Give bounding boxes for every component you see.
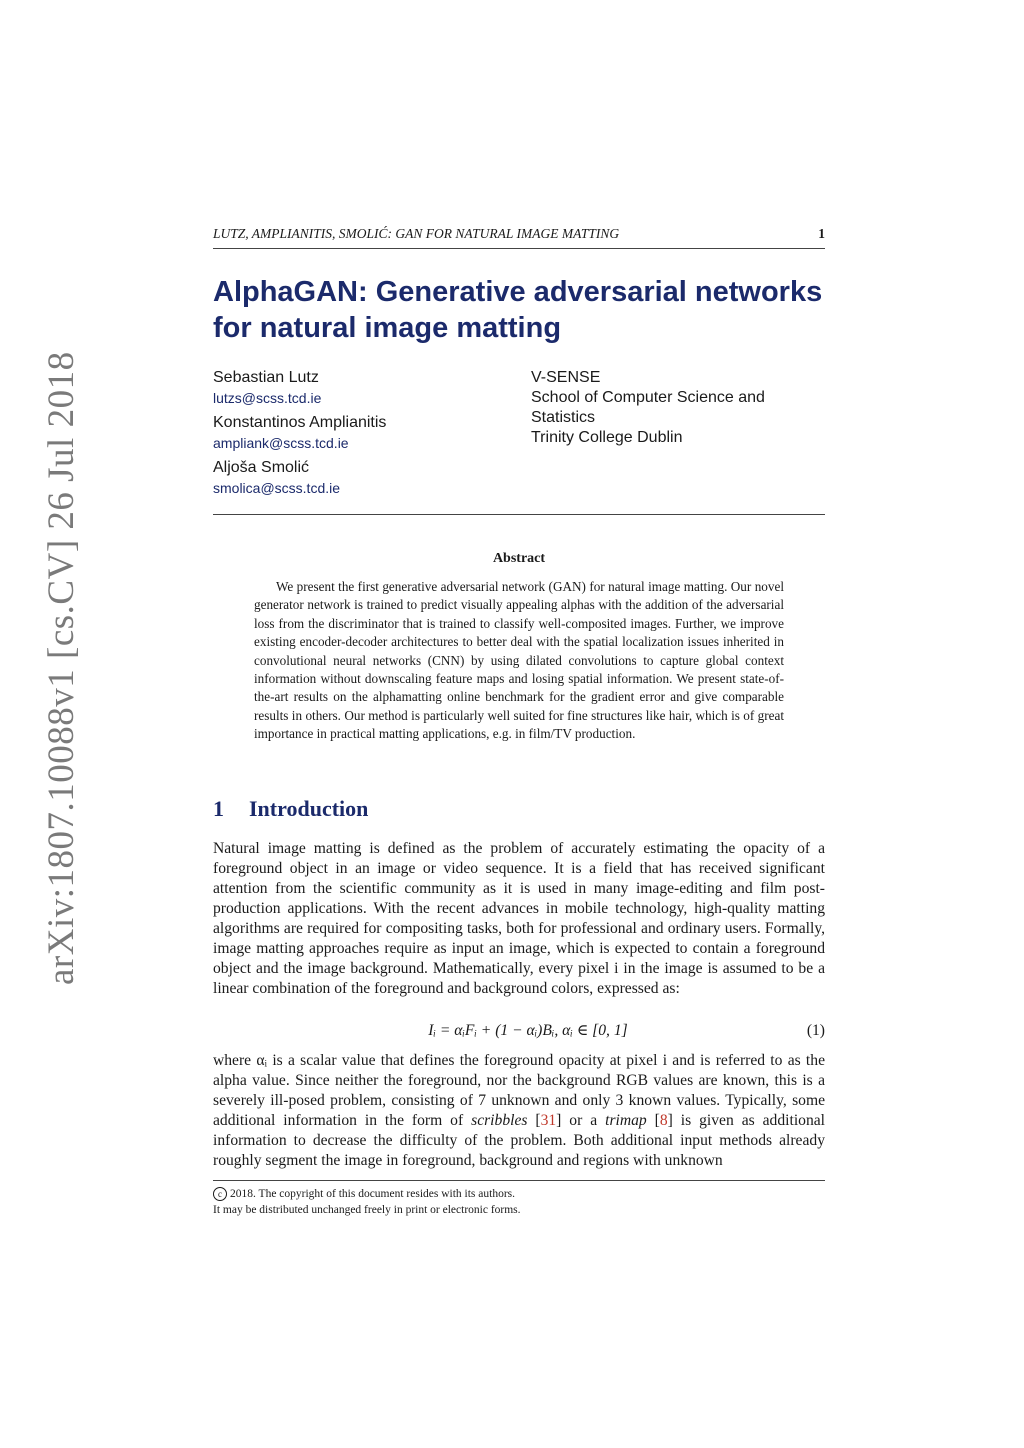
emphasis-trimap: trimap (605, 1112, 647, 1129)
paper-title-line-1: AlphaGAN: Generative adversarial networks (213, 276, 823, 308)
author-email-link[interactable]: smolica@scss.tcd.ie (213, 480, 341, 496)
equation-1 (213, 1020, 825, 1042)
abstract-heading: Abstract (492, 551, 546, 566)
running-header (213, 224, 825, 249)
emphasis-scribbles: scribbles (471, 1112, 528, 1129)
paragraph-text: ] is given as additional information to decrease the difficulty of the problem. Both additional input methods already roughly segment the image in foreground, background and regions with unknown (213, 1112, 825, 1169)
affiliation-line: Statistics (531, 409, 596, 426)
author-list (213, 368, 513, 503)
paper-title-line-2: for natural image matting (213, 312, 562, 344)
equation-number: (1) (806, 1022, 825, 1039)
paper-title (213, 274, 853, 346)
abstract-text: We present the first generative adversarial network (GAN) for natural image matting. Our novel generator network is trained to predict visually appealing alphas with the addition of the adversarial loss from the discriminator that is trained to classify well-composited images. Further, we improve existing encoder-decoder architectures to better deal with the spatial localization issues inherited in convolutional neural networks (CNN) by using dilated convolutions to capture global context information without downscaling feature maps and losing spatial information. We present state-of-the-art results on the alphamatting online benchmark for the gradient error and give comparable results in others. Our method is particularly well suited for fine structures like hair, which is of great importance in practical matting applications, e.g. in film/TV production. (254, 579, 784, 742)
footnote-line-2: It may be distributed unchanged freely in print or electronic forms. (213, 1204, 521, 1216)
section-heading (213, 795, 368, 823)
author-email-link[interactable]: ampliank@scss.tcd.ie (213, 435, 349, 451)
author-email-link[interactable]: lutzs@scss.tcd.ie (213, 390, 322, 406)
affiliation-block (531, 368, 831, 448)
section-number: 1 (213, 796, 224, 821)
footnote-divider (213, 1180, 825, 1181)
copyright-icon: c (213, 1187, 227, 1201)
arxiv-identifier-stamp: arXiv:1807.10088v1 [cs.CV] 26 Jul 2018 (41, 351, 82, 985)
header-divider (213, 514, 825, 515)
author-name: Aljoša Smolić (213, 459, 310, 476)
running-header-text: LUTZ, AMPLIANITIS, SMOLIĆ: GAN FOR NATURAL IMAGE MATTING (213, 226, 620, 241)
copyright-footnote (213, 1186, 825, 1218)
author-name: Sebastian Lutz (213, 369, 319, 386)
author-name: Konstantinos Amplianitis (213, 414, 387, 431)
section-title: Introduction (249, 796, 369, 821)
footnote-line-1 (213, 1186, 825, 1202)
citation-link[interactable]: 31 (540, 1112, 557, 1129)
affiliation-line: School of Computer Science and (531, 389, 765, 406)
page-number: 1 (818, 226, 825, 241)
intro-paragraph-2 (213, 1051, 825, 1171)
paragraph-text: [ (527, 1112, 541, 1129)
footnote-text: 2018. The copyright of this document resides with its authors. (230, 1188, 516, 1200)
paragraph-text: [ (646, 1112, 660, 1129)
citation-link[interactable]: 8 (659, 1112, 668, 1129)
affiliation-line: V-SENSE (531, 369, 601, 386)
intro-paragraph-1: Natural image matting is defined as the problem of accurately estimating the opacity of a foreground object in an image or video sequence. It is a field that has received significant attention from the scientific community as it is used in many image-editing and film post-production applications. With the recent advances in mobile technology, high-quality matting algorithms are required for compositing tasks, both for professional and ordinary users. Formally, image matting approaches require as input an image, which is expected to contain a foreground object and the image background. Mathematically, every pixel i in the image is assumed to be a linear combination of the foreground and background colors, expressed as: (213, 840, 825, 997)
paragraph-text: ] or a (556, 1112, 606, 1129)
equation-body: Iᵢ = αᵢFᵢ + (1 − αᵢ)Bᵢ, αᵢ ∈ [0, 1] (428, 1022, 628, 1039)
paragraph-text: where αᵢ is a scalar value that defines the foreground opacity at pixel i and is referred to as the alpha value. Since neither the foreground, nor the background RGB values are known, this is a severely ill-posed problem, consisting of 7 unknown and only 3 known values. Typically, some additional information in the form of (213, 1052, 825, 1129)
affiliation-line: Trinity College Dublin (531, 429, 683, 446)
